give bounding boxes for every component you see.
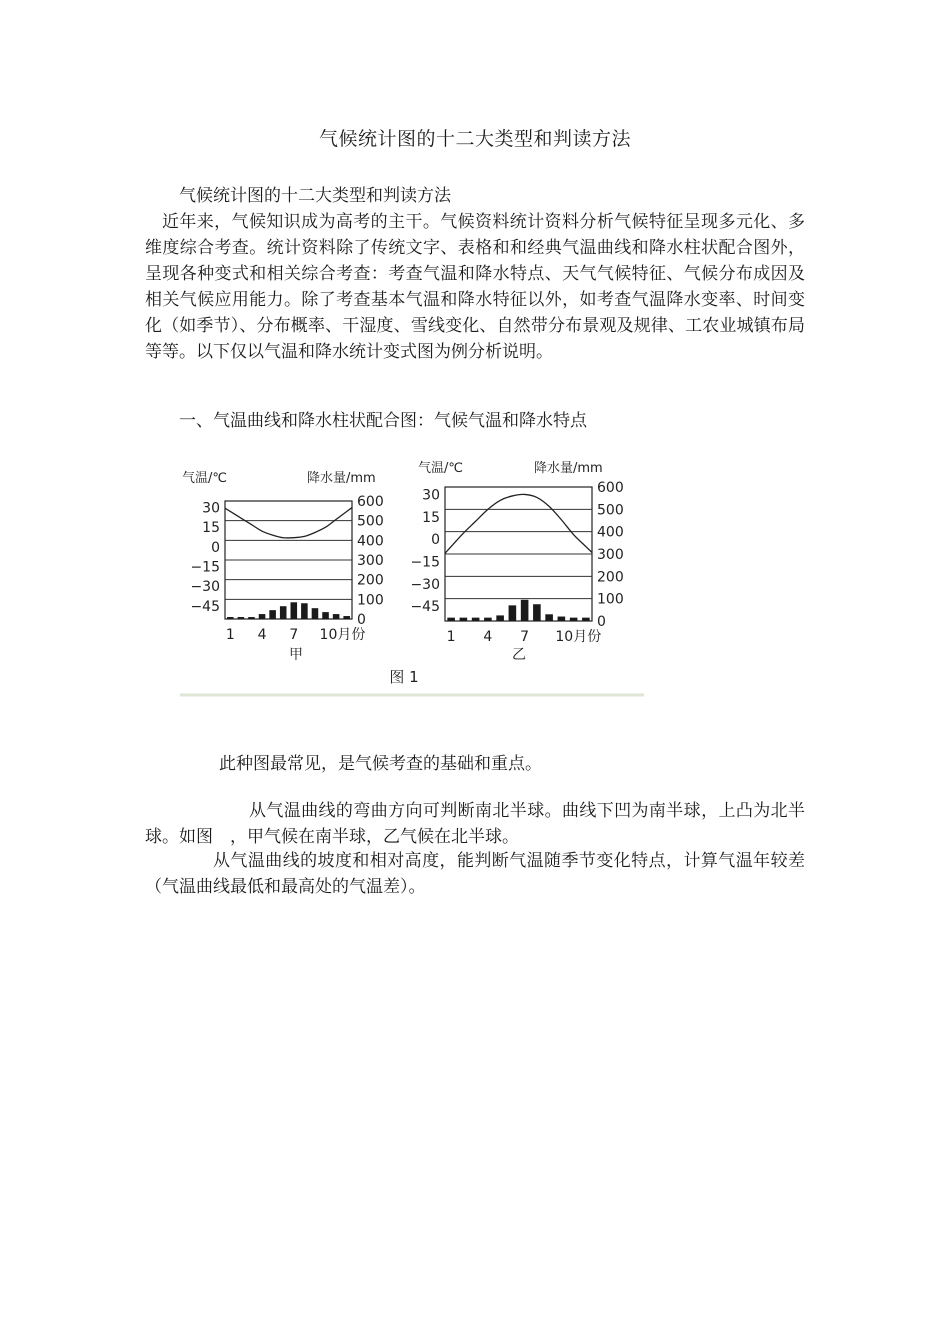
temp-tick-label: 30 — [422, 487, 440, 504]
precip-bar — [280, 606, 287, 619]
precip-tick-label: 300 — [597, 547, 624, 563]
precip-bar — [333, 614, 340, 619]
precip-tick-label: 200 — [597, 569, 624, 586]
precip-bar — [269, 610, 276, 619]
precip-bar — [472, 618, 480, 621]
precip-bar — [238, 617, 245, 619]
month-tick-label: 4 — [257, 627, 267, 643]
precip-tick-label: 500 — [357, 513, 384, 530]
temp-tick-label: −30 — [190, 579, 220, 596]
climate-figure — [178, 448, 648, 703]
precip-tick-label: 100 — [597, 591, 624, 608]
month-tick-label: 4 — [483, 629, 493, 645]
month-tick-label: 10月份 — [319, 627, 366, 643]
precip-bar — [570, 618, 578, 621]
temp-tick-label: −45 — [410, 599, 440, 616]
precip-bar — [558, 617, 566, 621]
figure-caption: 图 1 — [389, 668, 419, 686]
intro-paragraph: 近年来，气候知识成为高考的主干。气候资料统计资料分析气候特征呈现多元化、多维度综合考查。统计资料除了传统文字、表格和和经典气温曲线和降水柱状配合图外，呈现各种变式和相关综合考查：考查气温和降水特点、天气气候特征、气候分布成因及相关气候应用能力。除了考查基本气温和降水特征以外，如考查气温降水变率、时间变化（如季节）、分布概率、干湿度、雪线变化、自然带分布景观及规律、工农业城镇布局等等。以下仅以气温和降水统计变式图为例分析说明。 — [145, 212, 805, 362]
precip-tick-label: 500 — [597, 502, 624, 519]
common-paragraph: 此种图最常见，是气候考查的基础和重点。 — [219, 754, 542, 774]
precip-bar — [301, 603, 308, 619]
temp-tick-label: −45 — [190, 598, 220, 615]
precip-tick-label: 300 — [357, 553, 384, 569]
precip-bar — [521, 600, 529, 621]
temp-tick-label: 15 — [202, 520, 220, 537]
precip-tick-label: 600 — [357, 494, 384, 510]
temp-axis-label: 气温/℃ — [182, 471, 227, 486]
subtitle-line: 气候统计图的十二大类型和判读方法 — [179, 186, 451, 206]
slope-paragraph: 从气温曲线的坡度和相对高度，能判断气温随季节变化特点，计算气温年较差（气温曲线最低和最高处的气温差）。 — [145, 851, 805, 897]
precip-bar — [227, 617, 234, 619]
precip-bar — [545, 614, 553, 621]
temp-tick-label: −15 — [190, 559, 220, 576]
precip-bar — [496, 615, 504, 621]
section-heading: 一、气温曲线和降水柱状配合图：气候气温和降水特点 — [179, 411, 587, 431]
precip-bar — [447, 618, 455, 621]
hemisphere-paragraph: 从气温曲线的弯曲方向可判断南北半球。曲线下凹为南半球，上凸为北半球。如图 ，甲气候在南半球，乙气候在北半球。 — [145, 801, 805, 847]
precip-tick-label: 400 — [357, 533, 384, 550]
chart-yi — [410, 460, 623, 663]
month-tick-label: 7 — [520, 629, 530, 645]
chart-jia — [182, 470, 384, 663]
temp-axis-label: 气温/℃ — [418, 461, 463, 476]
climate-figure-svg — [178, 448, 648, 703]
precip-bar — [259, 614, 266, 619]
month-tick-label: 1 — [446, 629, 456, 645]
temp-tick-label: −15 — [410, 554, 440, 571]
temp-tick-label: 15 — [422, 509, 440, 526]
precip-axis-label: 降水量/mm — [307, 471, 376, 486]
temp-tick-label: 0 — [211, 539, 220, 556]
precip-bar — [312, 608, 319, 619]
temp-tick-label: 30 — [202, 500, 220, 517]
precip-bar — [582, 618, 590, 621]
precip-tick-label: 600 — [597, 480, 624, 496]
precip-tick-label: 0 — [357, 612, 366, 628]
temp-tick-label: 0 — [431, 532, 440, 549]
temp-tick-label: −30 — [410, 576, 440, 593]
precip-bar — [484, 618, 492, 621]
precip-axis-label: 降水量/mm — [534, 461, 603, 476]
precip-bar — [460, 618, 468, 621]
precip-bar — [533, 604, 541, 621]
precip-bar — [343, 616, 350, 619]
month-tick-label: 1 — [225, 627, 235, 643]
precip-tick-label: 100 — [357, 592, 384, 609]
temperature-curve — [445, 494, 592, 553]
month-tick-label: 10月份 — [555, 629, 602, 645]
precip-bar — [322, 612, 329, 619]
month-tick-label: 7 — [289, 627, 299, 643]
page-title: 气候统计图的十二大类型和判读方法 — [318, 128, 631, 150]
precip-bar — [248, 617, 255, 619]
temperature-curve — [225, 508, 352, 538]
precip-tick-label: 400 — [597, 524, 624, 541]
precip-bar — [509, 605, 517, 621]
chart-title: 乙 — [512, 647, 526, 663]
chart-title: 甲 — [289, 647, 303, 663]
precip-bar — [291, 602, 298, 619]
precip-tick-label: 0 — [597, 614, 606, 630]
precip-tick-label: 200 — [357, 572, 384, 589]
